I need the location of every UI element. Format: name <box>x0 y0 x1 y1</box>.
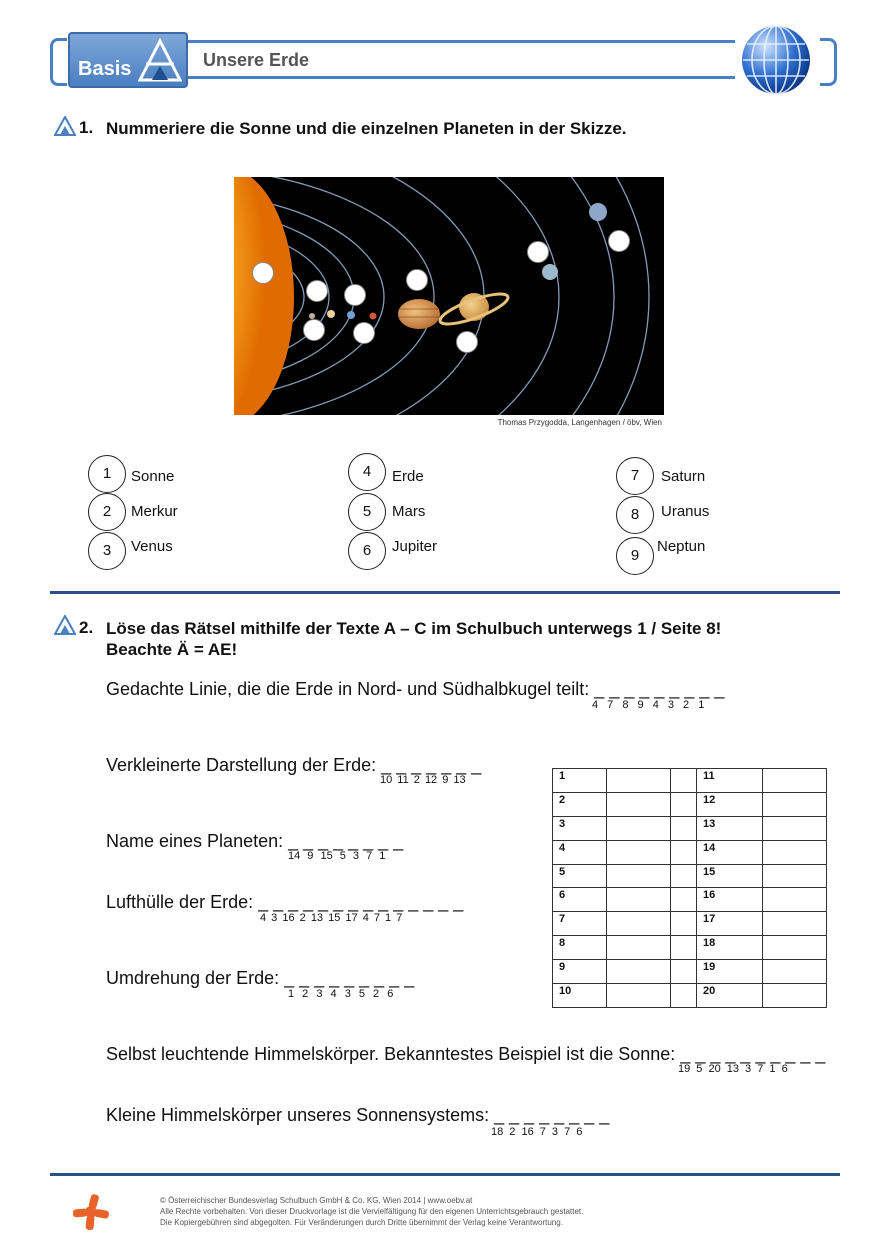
grid-number: 16 <box>697 888 763 912</box>
legend-label: Jupiter <box>392 538 438 555</box>
legend-label: Saturn <box>661 468 706 485</box>
answer-marker[interactable] <box>353 322 375 344</box>
grid-answer-cell[interactable] <box>607 984 671 1008</box>
riddle-letter-numbers: 1 2 3 4 3 5 2 6 <box>288 988 394 1000</box>
legend-number: 2 <box>88 493 126 531</box>
answer-marker[interactable] <box>306 280 328 302</box>
grid-row <box>553 769 827 793</box>
legend-label: Sonne <box>131 468 175 485</box>
grid-number: 12 <box>697 792 763 816</box>
copyright-line: Alle Rechte vorbehalten. Von dieser Druckvorlage ist die Vervielfältigung für den eigenen Unterrichtsgebrauch gestattet. <box>160 1207 584 1216</box>
grid-answer-cell[interactable] <box>607 864 671 888</box>
grid-number: 6 <box>553 888 607 912</box>
grid-answer-cell[interactable] <box>763 769 827 793</box>
grid-row <box>553 888 827 912</box>
grid-spacer <box>671 912 697 936</box>
task1-instruction: Nummeriere die Sonne und die einzelnen Planeten in der Skizze. <box>106 119 627 138</box>
grid-row <box>553 936 827 960</box>
riddle-question: Verkleinerte Darstellung der Erde: _ _ _ _ _ _ _ <box>106 755 482 775</box>
grid-answer-cell[interactable] <box>607 936 671 960</box>
grid-row <box>553 960 827 984</box>
grid-answer-cell[interactable] <box>607 912 671 936</box>
grid-number: 5 <box>553 864 607 888</box>
legend-number: 1 <box>88 455 126 493</box>
grid-spacer <box>671 769 697 793</box>
grid-answer-cell[interactable] <box>763 936 827 960</box>
grid-answer-cell[interactable] <box>607 888 671 912</box>
page-title: Unsere Erde <box>203 50 310 70</box>
legend-number: 4 <box>348 453 386 491</box>
task2-number: 2. <box>79 618 94 637</box>
grid-number: 2 <box>553 792 607 816</box>
grid-answer-cell[interactable] <box>763 912 827 936</box>
riddle-letter-numbers: 4 7 8 9 4 3 2 1 <box>592 699 705 711</box>
grid-number: 19 <box>697 960 763 984</box>
grid-spacer <box>671 960 697 984</box>
basis-triangle-icon <box>138 38 182 82</box>
legend-number: 3 <box>88 532 126 570</box>
legend-number: 8 <box>616 496 654 534</box>
riddle-question: Kleine Himmelskörper unseres Sonnensystems: _ _ _ _ _ _ _ _ <box>106 1105 610 1125</box>
grid-row <box>553 792 827 816</box>
legend-number: 5 <box>348 493 386 531</box>
answer-marker[interactable] <box>527 241 549 263</box>
grid-answer-cell[interactable] <box>763 792 827 816</box>
copyright-line: Die Kopiergebühren sind abgegolten. Für Veränderungen durch Dritte übernimmt der Verlag keine Verantwortung. <box>160 1218 563 1227</box>
solution-grid <box>552 768 827 1008</box>
grid-spacer <box>671 864 697 888</box>
grid-spacer <box>671 816 697 840</box>
answer-marker[interactable] <box>252 262 274 284</box>
legend-label: Merkur <box>131 503 178 520</box>
grid-row <box>553 984 827 1008</box>
grid-number: 3 <box>553 816 607 840</box>
grid-number: 15 <box>697 864 763 888</box>
answer-marker[interactable] <box>344 284 366 306</box>
header-bracket-right <box>820 38 837 86</box>
answer-marker[interactable] <box>608 230 630 252</box>
grid-row <box>553 816 827 840</box>
copyright-line: © Österreichischer Bundesverlag Schulbuch GmbH & Co. KG, Wien 2014 | www.oebv.at <box>160 1196 473 1205</box>
riddle-question: Gedachte Linie, die die Erde in Nord- und Südhalbkugel teilt: _ _ _ _ _ _ _ _ _ <box>106 679 725 699</box>
grid-number: 14 <box>697 840 763 864</box>
legend-label: Venus <box>131 538 173 555</box>
header-bracket-left <box>50 38 67 86</box>
grid-answer-cell[interactable] <box>607 960 671 984</box>
grid-number: 4 <box>553 840 607 864</box>
legend-number: 7 <box>616 457 654 495</box>
task1-number: 1. <box>79 118 94 137</box>
riddle-letter-numbers: 10 11 2 12 9 13 <box>380 774 466 786</box>
grid-answer-cell[interactable] <box>607 816 671 840</box>
grid-answer-cell[interactable] <box>763 864 827 888</box>
grid-number: 8 <box>553 936 607 960</box>
grid-number: 20 <box>697 984 763 1008</box>
riddle-question: Umdrehung der Erde: _ _ _ _ _ _ _ _ _ <box>106 968 415 988</box>
grid-spacer <box>671 888 697 912</box>
answer-marker[interactable] <box>406 269 428 291</box>
grid-number: 18 <box>697 936 763 960</box>
answer-marker[interactable] <box>303 319 325 341</box>
riddle-question: Selbst leuchtende Himmelskörper. Bekanntestes Beispiel ist die Sonne: _ _ _ _ _ _ _ _ _ _ <box>106 1044 826 1064</box>
grid-number: 11 <box>697 769 763 793</box>
riddle-question: Lufthülle der Erde: _ _ _ _ _ _ _ _ _ _ _ _ _ _ <box>106 892 464 912</box>
riddle-letter-numbers: 14 9 15 5 3 7 1 <box>288 850 386 862</box>
legend-number: 6 <box>348 532 386 570</box>
grid-spacer <box>671 792 697 816</box>
task2-instruction-line1: Löse das Rätsel mithilfe der Texte A – C im Schulbuch unterwegs 1 / Seite 8! <box>106 619 722 638</box>
grid-row <box>553 912 827 936</box>
riddle-letter-numbers: 19 5 20 13 3 7 1 6 <box>678 1063 788 1075</box>
grid-answer-cell[interactable] <box>763 816 827 840</box>
grid-answer-cell[interactable] <box>763 984 827 1008</box>
copyright-notice <box>160 1195 583 1228</box>
grid-number: 1 <box>553 769 607 793</box>
grid-answer-cell[interactable] <box>763 960 827 984</box>
grid-answer-cell[interactable] <box>607 840 671 864</box>
task-level-icon <box>54 116 76 136</box>
solar-system-illustration <box>234 177 664 415</box>
legend-label: Neptun <box>657 538 706 555</box>
grid-answer-cell[interactable] <box>763 840 827 864</box>
grid-number: 10 <box>553 984 607 1008</box>
grid-spacer <box>671 840 697 864</box>
task-level-icon <box>54 615 76 635</box>
grid-spacer <box>671 984 697 1008</box>
publisher-logo-icon <box>72 1193 110 1231</box>
solar-system-sketch <box>234 177 664 415</box>
legend-number: 9 <box>616 537 654 575</box>
grid-row <box>553 864 827 888</box>
image-credit: Thomas Przygodda, Langenhagen / öbv, Wien <box>497 418 662 427</box>
legend-label: Uranus <box>661 503 710 520</box>
globe-icon <box>740 24 812 96</box>
legend-label: Mars <box>392 503 426 520</box>
basis-badge <box>68 32 188 88</box>
section-divider <box>50 591 840 594</box>
grid-number: 17 <box>697 912 763 936</box>
riddle-question: Name eines Planeten: _ _ _ _ _ _ _ _ <box>106 831 404 851</box>
grid-answer-cell[interactable] <box>607 792 671 816</box>
grid-answer-cell[interactable] <box>607 769 671 793</box>
basis-label: Basis <box>78 58 132 80</box>
riddle-letter-numbers: 4 3 16 2 13 15 17 4 7 1 7 <box>260 912 403 924</box>
legend-label: Erde <box>392 468 424 485</box>
task2-instruction-line2: Beachte Ä = AE! <box>106 640 238 659</box>
grid-spacer <box>671 936 697 960</box>
answer-marker[interactable] <box>456 331 478 353</box>
grid-number: 9 <box>553 960 607 984</box>
grid-answer-cell[interactable] <box>763 888 827 912</box>
grid-number: 7 <box>553 912 607 936</box>
riddle-letter-numbers: 18 2 16 7 3 7 6 <box>491 1126 583 1138</box>
grid-number: 13 <box>697 816 763 840</box>
footer-divider <box>50 1173 840 1176</box>
grid-row <box>553 840 827 864</box>
